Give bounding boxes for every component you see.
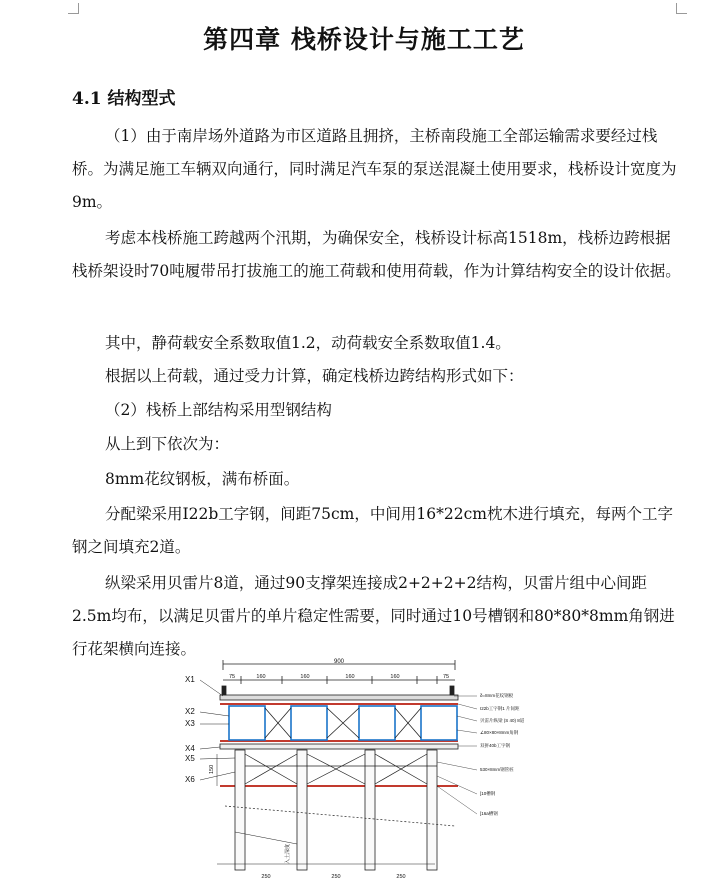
paragraph-3: 其中，静荷载安全系数取值1.2，动荷载安全系数取值1.4。 xyxy=(105,334,511,352)
dim-bottom-label: 250 xyxy=(396,874,406,880)
dim-top-label: 160 xyxy=(256,674,266,680)
spec-label: δ=8mm花纹钢板 xyxy=(480,693,514,698)
paragraph-7: 8mm花纹钢板，满布桥面。 xyxy=(105,470,300,488)
dim-top-label: 160 xyxy=(300,674,310,680)
section-heading: 4.1 结构型式 xyxy=(72,89,176,109)
paragraph-9: 纵梁采用贝雷片8道，通过90支撑架连接成2+2+2+2结构，贝雷片组中心间距2.5m均布，以满足贝雷片的单片稳定性需要，同时通过10号槽钢和80*80*8mm角钢进行花架横向连接。 xyxy=(72,574,675,658)
paragraph-1: （1）由于南岸场外道路为市区道路且拥挤，主桥南段施工全部运输需求要经过栈桥。为满足施工车辆双向通行，同时满足汽车泵的泵送混凝土使用要求，栈桥设计宽度为9m。 xyxy=(72,127,677,211)
callout-x4: X4 xyxy=(185,744,195,753)
spec-label: 双拼40b工字钢 xyxy=(480,743,511,748)
paragraph-8: 分配梁采用I22b工字钢，间距75cm，中间用16*22cm枕木进行填充，每两个工字钢之间填充2道。 xyxy=(72,505,673,556)
callout-x2: X2 xyxy=(185,707,195,716)
dim-top-label: 75 xyxy=(442,674,450,680)
spec-label: 530×8mm钢管桩 xyxy=(480,767,514,772)
dim-top-label: 160 xyxy=(390,674,400,680)
trestle-cross-section-drawing xyxy=(165,658,615,882)
dim-top-label: 160 xyxy=(345,674,355,680)
paragraph-2: 考虑本栈桥施工跨越两个汛期，为确保安全，栈桥设计标高1518m，栈桥边跨根据栈桥架设时70吨履带吊打拔施工的施工荷载和使用荷载，作为计算结构安全的设计依据。 xyxy=(72,229,681,280)
pile-depth-note: 入土深度 xyxy=(285,843,291,864)
callout-x5: X5 xyxy=(185,754,195,763)
dim-side-label: 150 xyxy=(209,764,215,774)
page-corner-mark xyxy=(68,3,79,14)
dim-bottom-label: 250 xyxy=(331,874,341,880)
page-corner-mark xyxy=(676,3,687,14)
spec-label: [16a槽钢 xyxy=(480,811,498,816)
spec-label: ∠80×80×8mm角钢 xyxy=(480,730,519,735)
spec-label: [10槽钢 xyxy=(480,791,496,796)
spec-label: 贝雷片纵梁 (S 40) 8道 xyxy=(480,718,525,723)
paragraph-5: （2）栈桥上部结构采用型钢结构 xyxy=(105,401,332,419)
paragraph-4: 根据以上荷载，通过受力计算，确定栈桥边跨结构形式如下： xyxy=(105,367,524,385)
dim-top-label: 75 xyxy=(228,674,236,680)
dim-total-label: 900 xyxy=(333,659,345,665)
callout-x3: X3 xyxy=(185,719,195,728)
chapter-title: 第四章 栈桥设计与施工工艺 xyxy=(203,25,525,54)
callout-x6: X6 xyxy=(185,775,195,784)
paragraph-6: 从上到下依次为： xyxy=(105,435,230,453)
dim-bottom-label: 250 xyxy=(261,874,271,880)
spec-label: I22b工字钢1 片间距 xyxy=(480,706,520,711)
callout-x1: X1 xyxy=(185,675,195,684)
